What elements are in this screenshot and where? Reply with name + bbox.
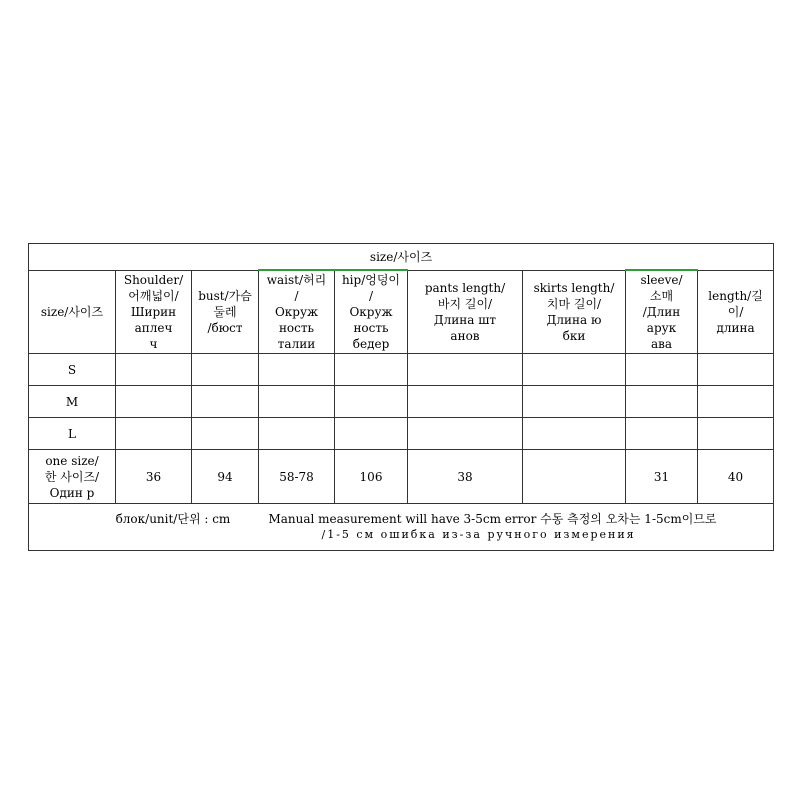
size-column-header: size/사이즈 bbox=[29, 270, 116, 354]
table-cell bbox=[408, 418, 523, 450]
table-cell bbox=[116, 386, 192, 418]
size-label: one size/ 한 사이즈/ Один р bbox=[29, 450, 116, 504]
table-cell: 40 bbox=[698, 450, 774, 504]
table-row bbox=[29, 418, 774, 450]
table-cell bbox=[698, 354, 774, 386]
table-cell: 38 bbox=[408, 450, 523, 504]
table-cell bbox=[192, 354, 259, 386]
table-cell bbox=[192, 386, 259, 418]
size-label: S bbox=[29, 354, 116, 386]
column-header-bust: bust/가슴 둘레 /бюст bbox=[192, 270, 259, 354]
table-cell: 31 bbox=[626, 450, 698, 504]
table-row bbox=[29, 354, 774, 386]
table-cell bbox=[626, 386, 698, 418]
table-cell bbox=[259, 354, 335, 386]
table-cell bbox=[626, 418, 698, 450]
table-cell bbox=[335, 354, 408, 386]
table-row bbox=[29, 450, 774, 504]
table-row bbox=[29, 386, 774, 418]
column-header-sleeve: sleeve/ 소매 /Длин арук ава bbox=[626, 270, 698, 354]
table-cell bbox=[116, 354, 192, 386]
table-cell: 106 bbox=[335, 450, 408, 504]
title-row bbox=[29, 244, 774, 271]
table-cell bbox=[259, 386, 335, 418]
table-cell bbox=[116, 418, 192, 450]
table-cell bbox=[523, 418, 626, 450]
table-cell: 58-78 bbox=[259, 450, 335, 504]
note-row bbox=[29, 504, 774, 551]
table-cell bbox=[698, 386, 774, 418]
size-label: L bbox=[29, 418, 116, 450]
table-cell bbox=[523, 354, 626, 386]
table-cell: 94 bbox=[192, 450, 259, 504]
table-cell bbox=[523, 386, 626, 418]
measurement-note bbox=[29, 504, 774, 551]
column-header-waist: waist/허리 / Окруж ность талии bbox=[259, 270, 335, 354]
size-label: M bbox=[29, 386, 116, 418]
size-chart-table bbox=[28, 243, 774, 551]
header-row bbox=[29, 270, 774, 354]
table-cell bbox=[335, 386, 408, 418]
column-header-length: length/길 이/ длина bbox=[698, 270, 774, 354]
note-line-error: /1-5 см ошибка из-за ручного измерения bbox=[321, 528, 636, 541]
table-title: size/사이즈 bbox=[29, 244, 774, 271]
column-header-hip: hip/엉덩이 / Окруж ность бедер bbox=[335, 270, 408, 354]
table-cell: 36 bbox=[116, 450, 192, 504]
column-header-pants-length: pants length/ 바지 길이/ Длина шт анов bbox=[408, 270, 523, 354]
table-cell bbox=[335, 418, 408, 450]
table-cell bbox=[408, 386, 523, 418]
note-line-unit: блок/unit/단위 : cm Manual measurement will have 3-5cm error 수동 측정의 오차는 1-5cm이므로 bbox=[115, 512, 717, 526]
table-cell bbox=[408, 354, 523, 386]
column-header-skirts-length: skirts length/ 치마 길이/ Длина ю бки bbox=[523, 270, 626, 354]
column-header-shoulder: Shoulder/ 어깨넓이/ Ширин аплеч ч bbox=[116, 270, 192, 354]
table-cell bbox=[523, 450, 626, 504]
table-cell bbox=[626, 354, 698, 386]
table-cell bbox=[259, 418, 335, 450]
table-cell bbox=[698, 418, 774, 450]
table-cell bbox=[192, 418, 259, 450]
